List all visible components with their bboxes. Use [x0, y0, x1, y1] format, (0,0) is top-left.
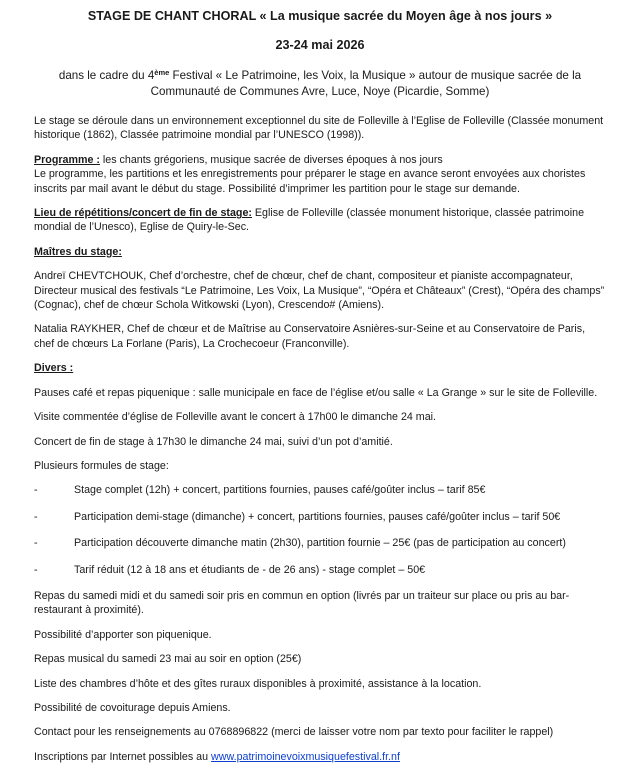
programme-heading: Programme :	[34, 153, 100, 166]
list-dash: -	[34, 537, 38, 550]
venue-text: Eglise de Folleville (classée monument historique, classée patrimoine mondial de l’Unesco), Eglise de Quiry-le-Sec.	[34, 207, 585, 234]
list-item-text: Participation découverte dimanche matin (2h30), partition fournie – 25€ (pas de participation au concert)	[74, 537, 566, 550]
list-item-text: Tarif réduit (12 à 18 ans et étudiants de - de 26 ans) - stage complet – 50€	[74, 563, 426, 576]
chambres-paragraph: Liste des chambres d’hôte et des gîtes ruraux disponibles à proximité, assistance à la location.	[34, 677, 482, 690]
masters-heading-text: Maîtres du stage:	[34, 245, 122, 258]
document-body	[34, 114, 606, 764]
venue-section	[34, 206, 606, 235]
master-andrei: Andreï CHEVTCHOUK, Chef d’orchestre, chef de chœur, chef de chant, compositeur et pianiste accompagnateur, Directeur musical des festivals “Le Patrimoine, Les Voix, La Musique”, “Opéra et Châteaux” (Crest), “Opéra des champs” (Cognac), chef de chœur Schola Witkowski (Lyon), Crescendo# (Amiens).	[34, 270, 605, 312]
programme-line2: Le programme, les partitions et les enregistrements pour préparer le stage en avance seront envoyées aux choristes inscrits par mail avant le début du stage. Possibilité d’imprimer les partition pour le stage sur demande.	[34, 168, 586, 195]
repas-musical-paragraph: Repas musical du samedi 23 mai au soir en option (25€)	[34, 653, 302, 666]
formules-intro: Plusieurs formules de stage:	[34, 459, 169, 472]
programme-line1: les chants grégoriens, musique sacrée de diverses époques à nos jours	[99, 153, 443, 166]
inscriptions-label: Inscriptions par Internet possibles au	[34, 750, 212, 763]
list-item-text: Stage complet (12h) + concert, partitions fournies, pauses café/goûter inclus – tarif 85€	[74, 484, 486, 497]
list-dash: -	[34, 510, 38, 523]
ordinal-superscript: ème	[154, 68, 170, 77]
list-dash: -	[34, 563, 38, 576]
masters-heading	[34, 245, 606, 259]
list-item	[34, 563, 606, 577]
concert-paragraph: Concert de fin de stage à 17h30 le dimanche 24 mai, suivi d’un pot d’amitié.	[34, 435, 393, 448]
pauses-paragraph: Pauses café et repas piquenique : salle municipale en face de l’église et/ou salle « La Grange » sur le site de Folleville.	[34, 386, 598, 399]
list-item	[34, 510, 606, 524]
framework-before: dans le cadre du 4	[58, 69, 155, 82]
covoiturage-paragraph: Possibilité de covoiturage depuis Amiens.	[34, 701, 231, 714]
list-item	[34, 536, 606, 550]
inscriptions-paragraph	[34, 750, 606, 764]
visite-paragraph: Visite commentée d’église de Folleville avant le concert à 17h00 le dimanche 24 mai.	[34, 411, 436, 424]
programme-section	[34, 153, 606, 196]
venue-heading: Lieu de répétitions/concert de fin de stage:	[34, 207, 252, 220]
document-title: STAGE DE CHANT CHORAL « La musique sacrée du Moyen âge à nos jours »	[87, 9, 553, 23]
master-natalia: Natalia RAYKHER, Chef de chœur et de Maîtrise au Conservatoire Asnières-sur-Seine et au Conservatoire de Paris, chef de chœurs La Forlane (Paris), La Crochecoeur (Franconville).	[34, 323, 586, 350]
divers-heading-text: Divers :	[34, 362, 74, 375]
intro-paragraph: Le stage se déroule dans un environnement exceptionnel du site de Folleville à l’Eglise de Folleville (Classée monument historique (1862), Classée patrimoine mondial par l’UNESCO (1998)).	[34, 115, 604, 142]
framework-after: Festival « Le Patrimoine, les Voix, la Musique » autour de musique sacrée de la Communauté de Communes Avre, Luce, Noye (Picardie, Somme)	[150, 69, 582, 98]
piquenique-paragraph: Possibilité d’apporter son piquenique.	[34, 628, 212, 641]
festival-framework	[34, 54, 606, 100]
list-item	[34, 483, 606, 497]
list-dash: -	[34, 484, 38, 497]
event-dates: 23-24 mai 2026	[275, 38, 365, 52]
contact-paragraph: Contact pour les renseignements au 0768896822 (merci de laisser votre nom par texto pour faciliter le rappel)	[34, 726, 554, 739]
divers-heading	[34, 361, 606, 375]
formules-list	[34, 483, 606, 577]
repas-paragraph: Repas du samedi midi et du samedi soir pris en commun en option (livrés par un traiteur sur place ou pris au bar-restaurant à proximité).	[34, 589, 570, 617]
list-item-text: Participation demi-stage (dimanche) + concert, partitions fournies, pauses café/goûter inclus – tarif 50€	[74, 510, 561, 523]
festival-website-link[interactable]: www.patrimoinevoixmusiquefestival.fr.nf	[211, 750, 400, 763]
